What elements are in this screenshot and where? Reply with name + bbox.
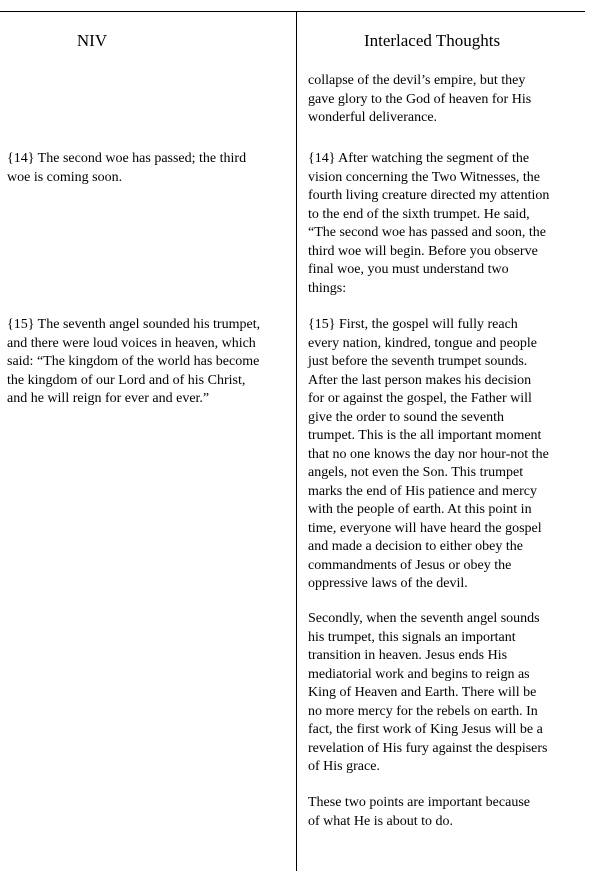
niv-verse-14: {14} The second woe has passed; the third woe is coming soon. [7, 151, 247, 185]
column-divider [296, 11, 297, 871]
thoughts-verse-15-paragraph-3: These two points are important because of what He is about to do. [308, 795, 530, 829]
top-rule [0, 11, 585, 12]
thoughts-column-header: Interlaced Thoughts [363, 31, 501, 50]
thoughts-verse-15-paragraph-2: Secondly, when the seventh angel sounds his trumpet, this signals an important transition in heaven. Jesus ends His mediatorial work and begins to reign as King of Heaven and Earth. There will be no more mercy for the rebels on earth. In fact, the first work of King Jesus will be a revelation of His fury against the despisers of His grace. [308, 611, 548, 774]
niv-verse-15: {15} The seventh angel sounded his trumpet, and there were loud voices in heaven, which said: “The kingdom of the world has become the kingdom of our Lord and of his Christ, and he will reign for ever and ever.” [7, 317, 261, 406]
thoughts-continuation: collapse of the devil’s empire, but they gave glory to the God of heaven for His wonderful deliverance. [308, 73, 532, 125]
thoughts-verse-14: {14} After watching the segment of the vision concerning the Two Witnesses, the fourth living creature directed my attention to the end of the sixth trumpet. He said, “The second woe has passed and soon, the third woe will begin. Before you observe final woe, you must understand two things: [308, 151, 550, 296]
thoughts-verse-15-paragraph-1: {15} First, the gospel will fully reach every nation, kindred, tongue and people just before the seventh trumpet sounds. After the last person makes his decision for or against the gospel, the Father will give the order to sound the seventh trumpet. This is the all important moment that no one knows the day nor hour-not the angels, not even the Son. This trumpet marks the end of His patience and mercy with the people of earth. At this point in time, everyone will have heard the gospel and made a decision to either obey the commandments of Jesus or obey the oppressive laws of the devil. [308, 317, 549, 591]
niv-column-header: NIV [76, 31, 108, 50]
